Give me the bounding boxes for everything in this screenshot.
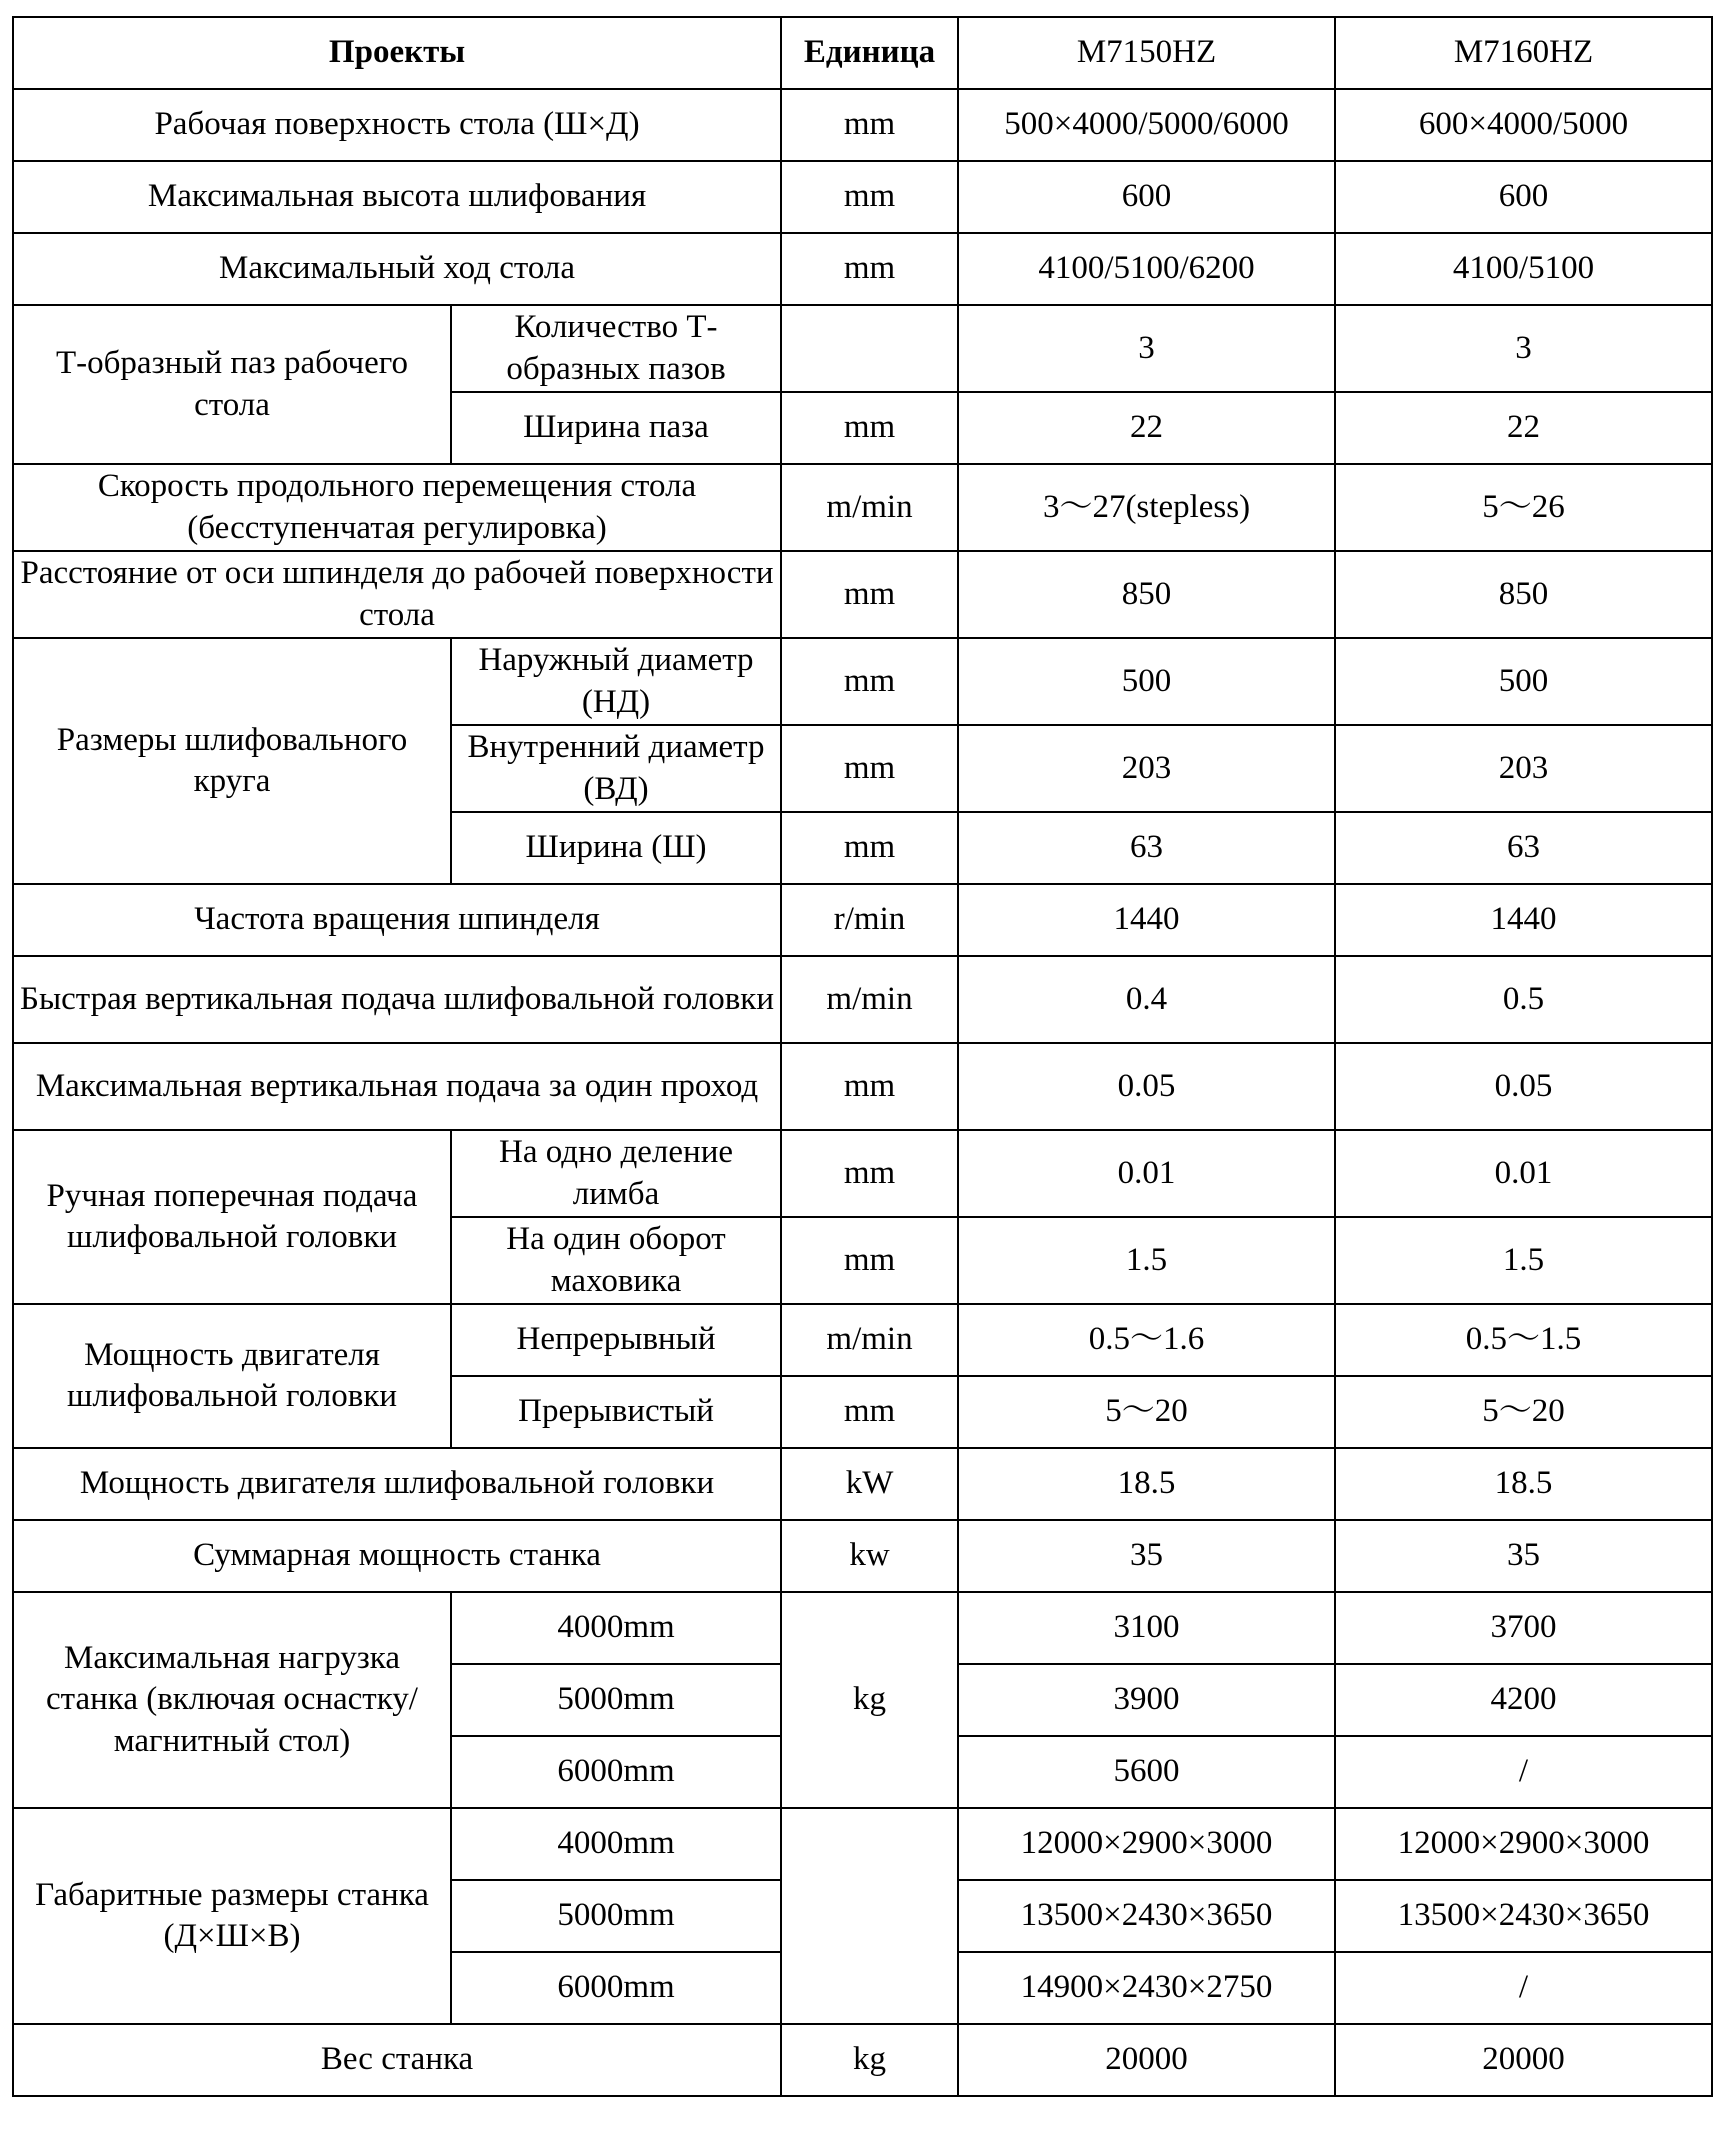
table-row xyxy=(13,956,1712,1043)
row-value-a: 1.5 xyxy=(958,1217,1335,1304)
row-value-b: 3700 xyxy=(1335,1592,1712,1664)
row-label: Рабочая поверхность стола (Ш×Д) xyxy=(13,89,781,161)
row-value-b: 0.05 xyxy=(1335,1043,1712,1130)
row-unit: kW xyxy=(781,1448,958,1520)
row-value-a: 18.5 xyxy=(958,1448,1335,1520)
row-label: Мощность двигателя шлифовальной головки xyxy=(13,1448,781,1520)
row-value-a: 3～27(stepless) xyxy=(958,464,1335,551)
table-row xyxy=(13,551,1712,638)
table-row xyxy=(13,1130,1712,1217)
row-label: Расстояние от оси шпинделя до рабочей поверхности стола xyxy=(13,551,781,638)
header-model-a: M7150HZ xyxy=(958,17,1335,89)
header-unit: Единица xyxy=(781,17,958,89)
row-unit: m/min xyxy=(781,956,958,1043)
row-unit: mm xyxy=(781,812,958,884)
row-value-a: 14900×2430×2750 xyxy=(958,1952,1335,2024)
row-value-a: 5～20 xyxy=(958,1376,1335,1448)
row-unit: mm xyxy=(781,1217,958,1304)
row-unit: m/min xyxy=(781,464,958,551)
row-value-a: 500×4000/5000/6000 xyxy=(958,89,1335,161)
sub-label: 6000mm xyxy=(451,1736,781,1808)
table-row xyxy=(13,1520,1712,1592)
row-value-a: 0.05 xyxy=(958,1043,1335,1130)
row-label: Максимальный ход стола xyxy=(13,233,781,305)
row-value-b: 600×4000/5000 xyxy=(1335,89,1712,161)
row-unit: r/min xyxy=(781,884,958,956)
row-value-b: 4100/5100 xyxy=(1335,233,1712,305)
row-value-b: 63 xyxy=(1335,812,1712,884)
row-value-a: 3100 xyxy=(958,1592,1335,1664)
row-value-b: / xyxy=(1335,1952,1712,2024)
row-value-a: 850 xyxy=(958,551,1335,638)
row-label: Вес станка xyxy=(13,2024,781,2096)
row-value-a: 12000×2900×3000 xyxy=(958,1808,1335,1880)
row-unit: kg xyxy=(781,1592,958,1808)
sub-label: 5000mm xyxy=(451,1880,781,1952)
row-unit: mm xyxy=(781,89,958,161)
sub-label: На одно деление лимба xyxy=(451,1130,781,1217)
row-value-a: 20000 xyxy=(958,2024,1335,2096)
sub-label: 4000mm xyxy=(451,1808,781,1880)
row-value-a: 3 xyxy=(958,305,1335,392)
row-unit: kg xyxy=(781,2024,958,2096)
row-unit: mm xyxy=(781,392,958,464)
row-value-a: 13500×2430×3650 xyxy=(958,1880,1335,1952)
row-value-b: 18.5 xyxy=(1335,1448,1712,1520)
row-label: Быстрая вертикальная подача шлифовальной головки xyxy=(13,956,781,1043)
row-value-b: 3 xyxy=(1335,305,1712,392)
row-value-b: 1.5 xyxy=(1335,1217,1712,1304)
row-value-b: / xyxy=(1335,1736,1712,1808)
sub-label: 6000mm xyxy=(451,1952,781,2024)
group-label: Максимальная нагрузка станка (включая оснастку/магнитный стол) xyxy=(13,1592,451,1808)
row-value-a: 4100/5100/6200 xyxy=(958,233,1335,305)
row-value-a: 63 xyxy=(958,812,1335,884)
group-label: Т-образный паз рабочего стола xyxy=(13,305,451,464)
row-label: Частота вращения шпинделя xyxy=(13,884,781,956)
table-row xyxy=(13,161,1712,233)
row-unit: mm xyxy=(781,1130,958,1217)
row-unit: mm xyxy=(781,725,958,812)
row-unit: mm xyxy=(781,638,958,725)
row-unit: mm xyxy=(781,233,958,305)
sub-label: Ширина (Ш) xyxy=(451,812,781,884)
row-value-a: 0.01 xyxy=(958,1130,1335,1217)
row-value-b: 4200 xyxy=(1335,1664,1712,1736)
sub-label: Ширина паза xyxy=(451,392,781,464)
row-value-b: 850 xyxy=(1335,551,1712,638)
row-value-a: 3900 xyxy=(958,1664,1335,1736)
sub-label: 5000mm xyxy=(451,1664,781,1736)
row-value-b: 0.5～1.5 xyxy=(1335,1304,1712,1376)
row-unit: m/min xyxy=(781,1304,958,1376)
row-value-b: 203 xyxy=(1335,725,1712,812)
sub-label: Количество Т-образных пазов xyxy=(451,305,781,392)
row-value-b: 12000×2900×3000 xyxy=(1335,1808,1712,1880)
row-value-b: 600 xyxy=(1335,161,1712,233)
row-value-a: 1440 xyxy=(958,884,1335,956)
table-row xyxy=(13,1448,1712,1520)
table-row xyxy=(13,1592,1712,1664)
row-value-b: 1440 xyxy=(1335,884,1712,956)
group-label: Ручная поперечная подача шлифовальной головки xyxy=(13,1130,451,1304)
sub-label: 4000mm xyxy=(451,1592,781,1664)
row-value-b: 35 xyxy=(1335,1520,1712,1592)
row-value-b: 500 xyxy=(1335,638,1712,725)
row-value-a: 5600 xyxy=(958,1736,1335,1808)
row-value-a: 203 xyxy=(958,725,1335,812)
table-row xyxy=(13,89,1712,161)
row-value-a: 35 xyxy=(958,1520,1335,1592)
table-row xyxy=(13,1808,1712,1880)
row-value-a: 0.4 xyxy=(958,956,1335,1043)
group-label: Мощность двигателя шлифовальной головки xyxy=(13,1304,451,1448)
row-value-b: 20000 xyxy=(1335,2024,1712,2096)
spec-table xyxy=(12,16,1713,2097)
sub-label: Наружный диаметр (НД) xyxy=(451,638,781,725)
row-value-b: 0.01 xyxy=(1335,1130,1712,1217)
row-unit: kw xyxy=(781,1520,958,1592)
row-unit: mm xyxy=(781,551,958,638)
row-unit: mm xyxy=(781,1043,958,1130)
table-row xyxy=(13,638,1712,725)
row-label: Скорость продольного перемещения стола (бесступенчатая регулировка) xyxy=(13,464,781,551)
row-unit xyxy=(781,305,958,392)
table-row xyxy=(13,233,1712,305)
header-projects: Проекты xyxy=(13,17,781,89)
row-value-a: 600 xyxy=(958,161,1335,233)
sub-label: Непрерывный xyxy=(451,1304,781,1376)
header-row xyxy=(13,17,1712,89)
row-value-b: 5～20 xyxy=(1335,1376,1712,1448)
group-label: Размеры шлифовального круга xyxy=(13,638,451,884)
sub-label: Внутренний диаметр (ВД) xyxy=(451,725,781,812)
row-value-b: 22 xyxy=(1335,392,1712,464)
row-unit: mm xyxy=(781,161,958,233)
row-value-b: 5～26 xyxy=(1335,464,1712,551)
header-model-b: M7160HZ xyxy=(1335,17,1712,89)
table-row xyxy=(13,305,1712,392)
row-unit xyxy=(781,1808,958,2024)
row-value-a: 500 xyxy=(958,638,1335,725)
row-value-a: 22 xyxy=(958,392,1335,464)
row-value-a: 0.5～1.6 xyxy=(958,1304,1335,1376)
row-value-b: 13500×2430×3650 xyxy=(1335,1880,1712,1952)
row-label: Суммарная мощность станка xyxy=(13,1520,781,1592)
sub-label: Прерывистый xyxy=(451,1376,781,1448)
table-row xyxy=(13,884,1712,956)
table-row xyxy=(13,2024,1712,2096)
row-unit: mm xyxy=(781,1376,958,1448)
group-label: Габаритные размеры станка (Д×Ш×В) xyxy=(13,1808,451,2024)
row-label: Максимальная вертикальная подача за один проход xyxy=(13,1043,781,1130)
row-value-b: 0.5 xyxy=(1335,956,1712,1043)
sub-label: На один оборот маховика xyxy=(451,1217,781,1304)
table-row xyxy=(13,464,1712,551)
table-row xyxy=(13,1043,1712,1130)
row-label: Максимальная высота шлифования xyxy=(13,161,781,233)
table-row xyxy=(13,1304,1712,1376)
